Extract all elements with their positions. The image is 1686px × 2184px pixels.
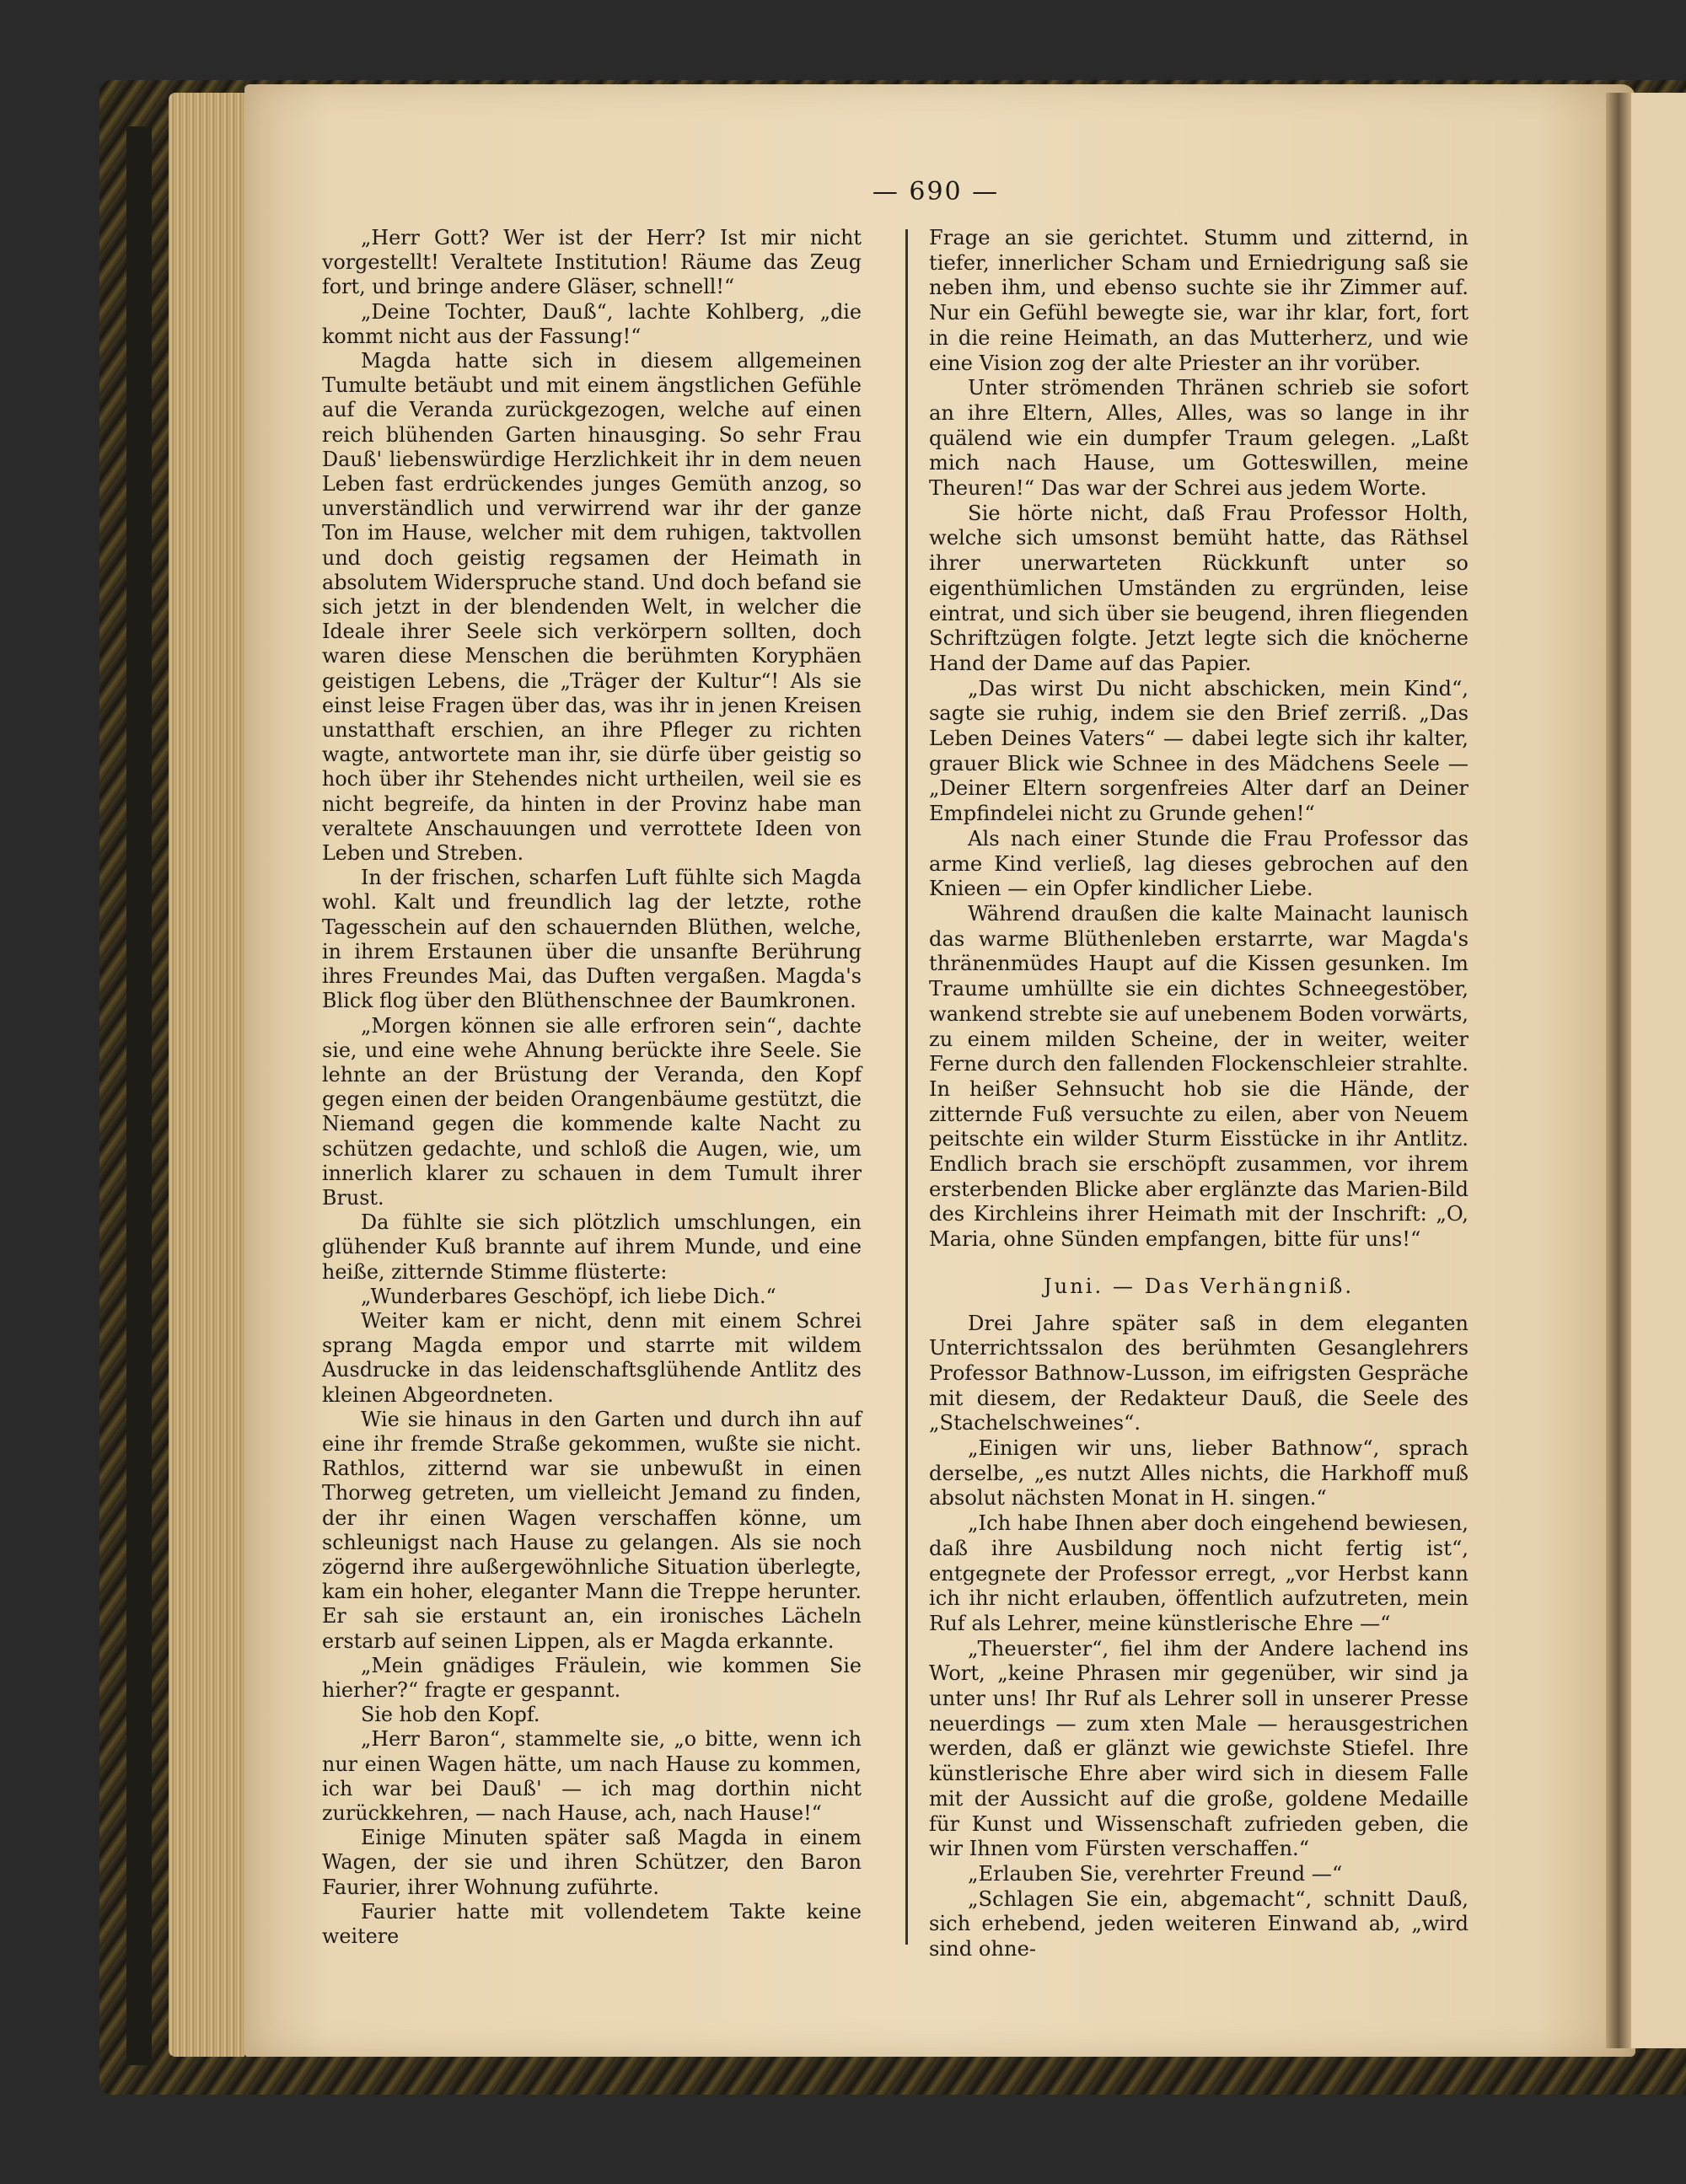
paragraph: Weiter kam er nicht, denn mit einem Schrei sprang Magda empor und starrte mit wildem Ausdrucke in das leidenschaftsglühende Antlitz des kleinen Abgeordneten. [322,1308,862,1407]
paragraph: Da fühlte sie sich plötzlich umschlungen, ein glühender Kuß brannte auf ihrem Munde, und eine heiße, zitternde Stimme flüsterte: [322,1210,862,1284]
paragraph: Unter strömenden Thränen schrieb sie sofort an ihre Eltern, Alles, Alles, was so lange in ihr quälend wie ein dumpfer Traum gelegen. „Laßt mich nach Hause, um Gotteswillen, meine Theuren!“ Das war der Schrei aus jedem Worte. [929,376,1469,501]
paragraph: „Mein gnädiges Fräulein, wie kommen Sie hierher?“ fragte er gespannt. [322,1653,862,1702]
paragraph: Während draußen die kalte Mainacht launisch das warme Blüthenleben erstarrte, war Magda's thränenmüdes Haupt auf die Kissen gesunken. Im Traume umhüllte sie ein dichtes Schneegestöber, wankend strebte sie auf unebenem Boden vorwärts, zu einem milden Scheine, der in weiter, weiter Ferne durch den fallenden Flockenschleier strahlte. In heißer Sehnsucht hob sie die Hände, der zitternde Fuß versuchte zu eilen, aber von Neuem peitschte ein wilder Sturm Eisstücke in ihr Antlitz. Endlich brach sie erschöpft zusammen, vor ihrem ersterbenden Blicke aber erglänzte das Marien-Bild des Kirchleins ihrer Heimath mit der Inschrift: „O, Maria, ohne Sünden empfangen, bitte für uns!“ [929,901,1469,1252]
paragraph: „Deine Tochter, Dauß“, lachte Kohlberg, „die kommt nicht aus der Fassung!“ [322,299,862,348]
page-gutter [1606,93,1631,2048]
paragraph: „Einigen wir uns, lieber Bathnow“, sprach derselbe, „es nutzt Alles nichts, die Harkhoff muß absolut nächsten Monat in H. singen.“ [929,1436,1469,1511]
page-number: — 690 — [872,177,1000,207]
paragraph: „Das wirst Du nicht abschicken, mein Kind“, sagte sie ruhig, indem sie den Brief zerriß. „Das Leben Deines Vaters“ — dabei legte sich ihr kalter, grauer Blick wie Schnee in des Mädchens Seele — „Deiner Eltern sorgenfreies Alter darf an Deiner Empfindelei nicht zu Grunde gehen!“ [929,676,1469,826]
paragraph: „Herr Gott? Wer ist der Herr? Ist mir nicht vorgestellt! Veraltete Institution! Räume das Zeug fort, und bringe andere Gläser, schnell!“ [322,226,862,299]
paragraph: In der frischen, scharfen Luft fühlte sich Magda wohl. Kalt und freundlich lag der letzte, rothe Tagesschein auf den schauernden Blüthen, welche, in ihrem Erstaunen über die unsanfte Berührung ihres Freundes Mai, das Duften vergaßen. Magda's Blick flog über den Blüthenschnee der Baumkronen. [322,866,862,1013]
paragraph: „Herr Baron“, stammelte sie, „o bitte, wenn ich nur einen Wagen hätte, um nach Hause zu kommen, ich war bei Dauß' — ich mag dorthin nicht zurückkehren, — nach Hause, ach, nach Hause!“ [322,1727,862,1825]
paragraph: Wie sie hinaus in den Garten und durch ihn auf eine ihr fremde Straße gekommen, wußte sie nicht. Rathlos, zitternd war sie unbewußt in einen Thorweg getreten, um vielleicht Jemand zu finden, der ihr einen Wagen verschaffen könne, um schleunigst nach Hause zu gelangen. Als sie noch zögernd ihre außergewöhnliche Situation überlegte, kam ein hoher, eleganter Mann die Treppe herunter. Er sah sie erstaunt an, ein ironisches Lächeln erstarb auf seinen Lippen, als er Magda erkannte. [322,1407,862,1653]
paragraph: „Morgen können sie alle erfroren sein“, dachte sie, und eine wehe Ahnung berückte ihre Seele. Sie lehnte an der Brüstung der Veranda, den Kopf gegen einen der beiden Orangenbäume gestützt, die Niemand gegen die kommende kalte Nacht zu schützen gedachte, und schloß die Augen, wie, um innerlich klarer zu schauen in dem Tumult ihrer Brust. [322,1013,862,1210]
paragraph: „Ich habe Ihnen aber doch eingehend bewiesen, daß ihre Ausbildung noch nicht fertig ist“, entgegnete der Professor erregt, „vor Herbst kann ich ihr nicht erlauben, öffentlich aufzutreten, mein Ruf als Lehrer, meine künstlerische Ehre —“ [929,1511,1469,1635]
page-block-edge [169,93,244,2057]
paragraph: „Erlauben Sie, verehrter Freund —“ [968,1862,1343,1886]
paragraph: Drei Jahre später saß in dem eleganten Unterrichtssalon des berühmten Gesanglehrers Professor Bathnow-Lusson, im eifrigsten Gespräche mit diesem, der Redakteur Dauß, die Seele des „Stachelschweines“. [929,1311,1469,1435]
paragraph: Frage an sie gerichtet. Stumm und zitternd, in tiefer, innerlicher Scham und Erniedrigung saß sie neben ihm, und ebenso suchte sie ihr Zimmer auf. Nur ein Gefühl bewegte sie, war ihr klar, fort, fort in die reine Heimath, an das Mutterherz, und wie eine Vision zog der alte Priester an ihr vorüber. [929,226,1469,375]
text-column-left [322,226,862,1949]
paragraph: Als nach einer Stunde die Frau Professor das arme Kind verließ, lag dieses gebrochen auf den Knieen — ein Opfer kindlicher Liebe. [929,826,1469,901]
paragraph: „Theuerster“, fiel ihm der Andere lachend ins Wort, „keine Phrasen mir gegenüber, wir sind ja unter uns! Ihr Ruf als Lehrer soll in unserer Presse neuerdings — zum xten Male — herausgestrichen werden, daß er glänzt wie gewichste Stiefel. Ihre künstlerische Ehre aber wird sich in diesem Falle mit der Aussicht auf die große, goldene Medaille für Kunst und Wissenschaft zufrieden geben, die wir Ihnen vom Fürsten verschaffen.“ [929,1636,1469,1861]
paragraph: Sie hob den Kopf. [361,1703,540,1727]
paragraph: „Schlagen Sie ein, abgemacht“, schnitt Dauß, sich erhebend, jeden weiteren Einwand ab, „wird sind ohne- [929,1886,1469,1961]
facing-page-edge [1631,93,1686,2048]
paragraph: Sie hörte nicht, daß Frau Professor Holth, welche sich umsonst bemüht hatte, das Räthsel ihrer unerwarteten Rückkunft unter so eigenthümlichen Umständen zu ergründen, leise eintrat, und sich über sie beugend, ihren fliegenden Schriftzügen folgte. Jetzt legte sich die knöcherne Hand der Dame auf das Papier. [929,501,1469,675]
paragraph: „Wunderbares Geschöpf, ich liebe Dich.“ [361,1284,776,1308]
book-spine-edge [126,126,152,2065]
paragraph: Faurier hatte mit vollendetem Takte keine weitere [322,1899,862,1949]
paragraph: Magda hatte sich in diesem allgemeinen Tumulte betäubt und mit einem ängstlichen Gefühle auf die Veranda zurückgezogen, welche auf einen reich blühenden Garten hinausging. So sehr Frau Dauß' liebenswürdige Herzlichkeit ihr in dem neuen Leben fast erdrückendes junges Gemüth anzog, so unverständlich und verwirrend war ihr der ganze Ton im Hause, welcher mit dem ruhigen, taktvollen und doch geistig regsamen der Heimath in absolutem Widerspruche stand. Und doch befand sie sich jetzt in der blendenden Welt, in welcher die Ideale ihrer Seele sich verkörpern sollten, doch waren diese Menschen die berühmten Koryphäen geistigen Lebens, die „Träger der Kultur“! Als sie einst leise Fragen über das, was ihr in jenen Kreisen unstatthaft erschien, an ihre Pfleger zu richten wagte, antwortete man ihr, sie dürfe über geistig so hoch über ihr Stehendes nicht urtheilen, weil sie es nicht begreife, da hinten in der Provinz habe man veraltete Anschauungen und verrottete Ideen von Leben und Streben. [322,349,862,866]
column-divider [905,229,908,1945]
paragraph: Einige Minuten später saß Magda in einem Wagen, der sie und ihren Schützer, den Baron Faurier, ihrer Wohnung zuführte. [322,1826,862,1899]
text-column-right [929,226,1469,1962]
section-heading: Juni. — Das Verhängniß. [1043,1274,1355,1298]
